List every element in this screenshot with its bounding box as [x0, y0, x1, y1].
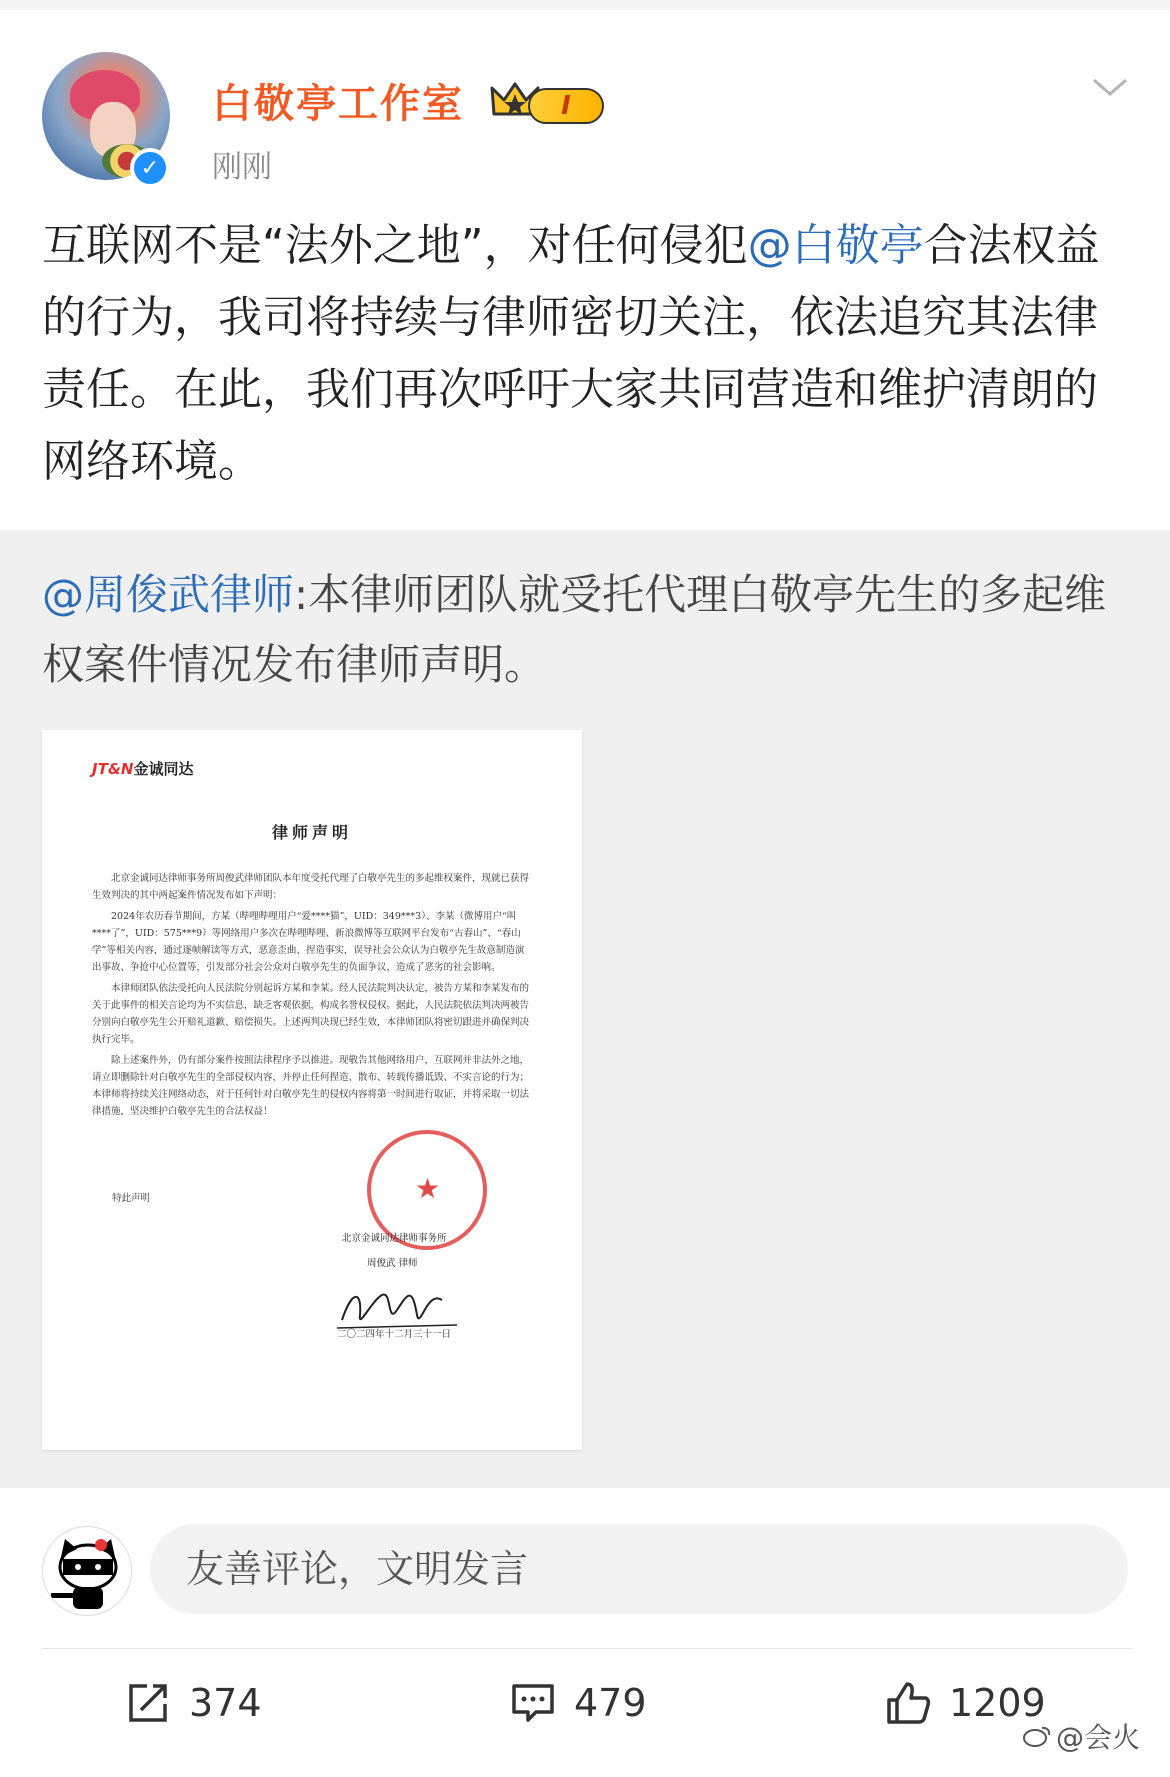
watermark — [1022, 1716, 1140, 1756]
verified-icon: ✓ — [130, 148, 170, 188]
thumbs-up-icon — [885, 1680, 931, 1726]
comment-count: 479 — [574, 1681, 647, 1725]
repost-count: 374 — [189, 1681, 262, 1725]
statement-lawyer: 周俊武 律师 — [367, 1258, 418, 1269]
repost-icon — [125, 1680, 171, 1726]
statement-para: 本律师团队依法受托向人民法院分别起诉方某和李某。经人民法院判决认定，被告方某和李某发布的关于此事件的相关言论均为不实信息，缺乏客观依据，构成名誉权侵权。据此，人民法院依法判决两被告分别向白敬亭先生公开赔礼道歉、赔偿损失。上述两判决现已经生效，本律师团队将密切跟进并确保判决执行完毕。 — [92, 983, 530, 1045]
logo-cn: 金诚同达 — [133, 760, 194, 778]
comment-bar — [0, 1488, 1170, 1777]
divider — [42, 1648, 1132, 1649]
comment-icon — [510, 1680, 556, 1726]
statement-para: 北京金诚同达律师事务所周俊武律师团队本年度受托代理了白敬亭先生的多起维权案件，现就已获得生效判决的其中两起案件情况发布如下声明： — [92, 873, 530, 901]
author-name[interactable]: 白敬亭工作室 — [212, 81, 464, 127]
repost-button[interactable] — [125, 1673, 262, 1733]
statement-title: 律师声明 — [271, 823, 352, 842]
like-count: 1209 — [949, 1681, 1046, 1725]
post-text-part1: 互联网不是“法外之地”，对任何侵犯 — [42, 220, 748, 271]
statement-image[interactable] — [42, 730, 582, 1450]
statement-para: 2024年农历春节期间，方某（哔哩哔哩用户“爱****猫”，UID：349***3）、李某（微博用户“叫****了”，UID：575***9）等网络用户多次在哔哩哔哩、新浪微博等互联网平台发布“古春山”、“春山学”等相关内容，通过逐帧解读等方式，恶意歪曲、捏造事实，误导社会公众认为白敬亭先生故意制造演出事故、争抢中心位置等，引发部分社会公众对白敬亭先生的负面争议，造成了恶劣的社会影响。 — [92, 911, 525, 973]
post-timestamp: 刚刚 — [212, 150, 272, 185]
repost-mention-link[interactable]: @周俊武律师 — [42, 570, 295, 619]
member-level-badge[interactable]: I — [528, 88, 604, 124]
repost-text — [42, 560, 1132, 700]
logo-brand: JT&N — [92, 760, 134, 778]
hello-kitty-icon — [43, 1527, 132, 1616]
weibo-logo-icon — [1022, 1724, 1052, 1748]
repost-body: :本律师团队就受托代理白敬亭先生的多起维权案件情况发布律师声明。 — [42, 570, 1107, 689]
seal-star-icon: ★ — [415, 1172, 441, 1205]
statement-closing: 特此声明 — [112, 1193, 151, 1204]
statement-date: 二〇二四年十二月三十一日 — [337, 1329, 452, 1340]
comment-button[interactable] — [510, 1673, 647, 1733]
post-content — [42, 210, 1132, 498]
statement-body — [92, 870, 532, 1124]
post-card — [0, 10, 1170, 530]
statement-firm: 北京金诚同达律师事务所 — [342, 1233, 447, 1244]
mention-link[interactable]: @白敬亭 — [747, 220, 924, 271]
post-text-part2: 合法权益的行为，我司将持续与律师密切关注，依法追究其法律责任。在此，我们再次呼吁大家共同营造和维护清朗的网络环境。 — [42, 220, 1100, 487]
my-avatar[interactable] — [42, 1526, 132, 1616]
statement-para: 除上述案件外，仍有部分案件按照法律程序予以推进。现敬告其他网络用户，互联网并非法外之地，请立即删除针对白敬亭先生的全部侵权内容，并停止任何捏造、散布、转载传播诋毁、不实言论的行为；本律师将持续关注网络动态，对于任何针对白敬亭先生的侵权内容将第一时间进行取证，并将采取一切法律措施，坚决维护白敬亭先生的合法权益！ — [92, 1055, 530, 1117]
comment-input[interactable] — [150, 1524, 1128, 1614]
repost-card[interactable] — [0, 530, 1170, 1488]
chevron-down-icon[interactable] — [1090, 72, 1130, 102]
watermark-text: @会火 — [1056, 1721, 1141, 1754]
firm-logo — [92, 758, 193, 779]
